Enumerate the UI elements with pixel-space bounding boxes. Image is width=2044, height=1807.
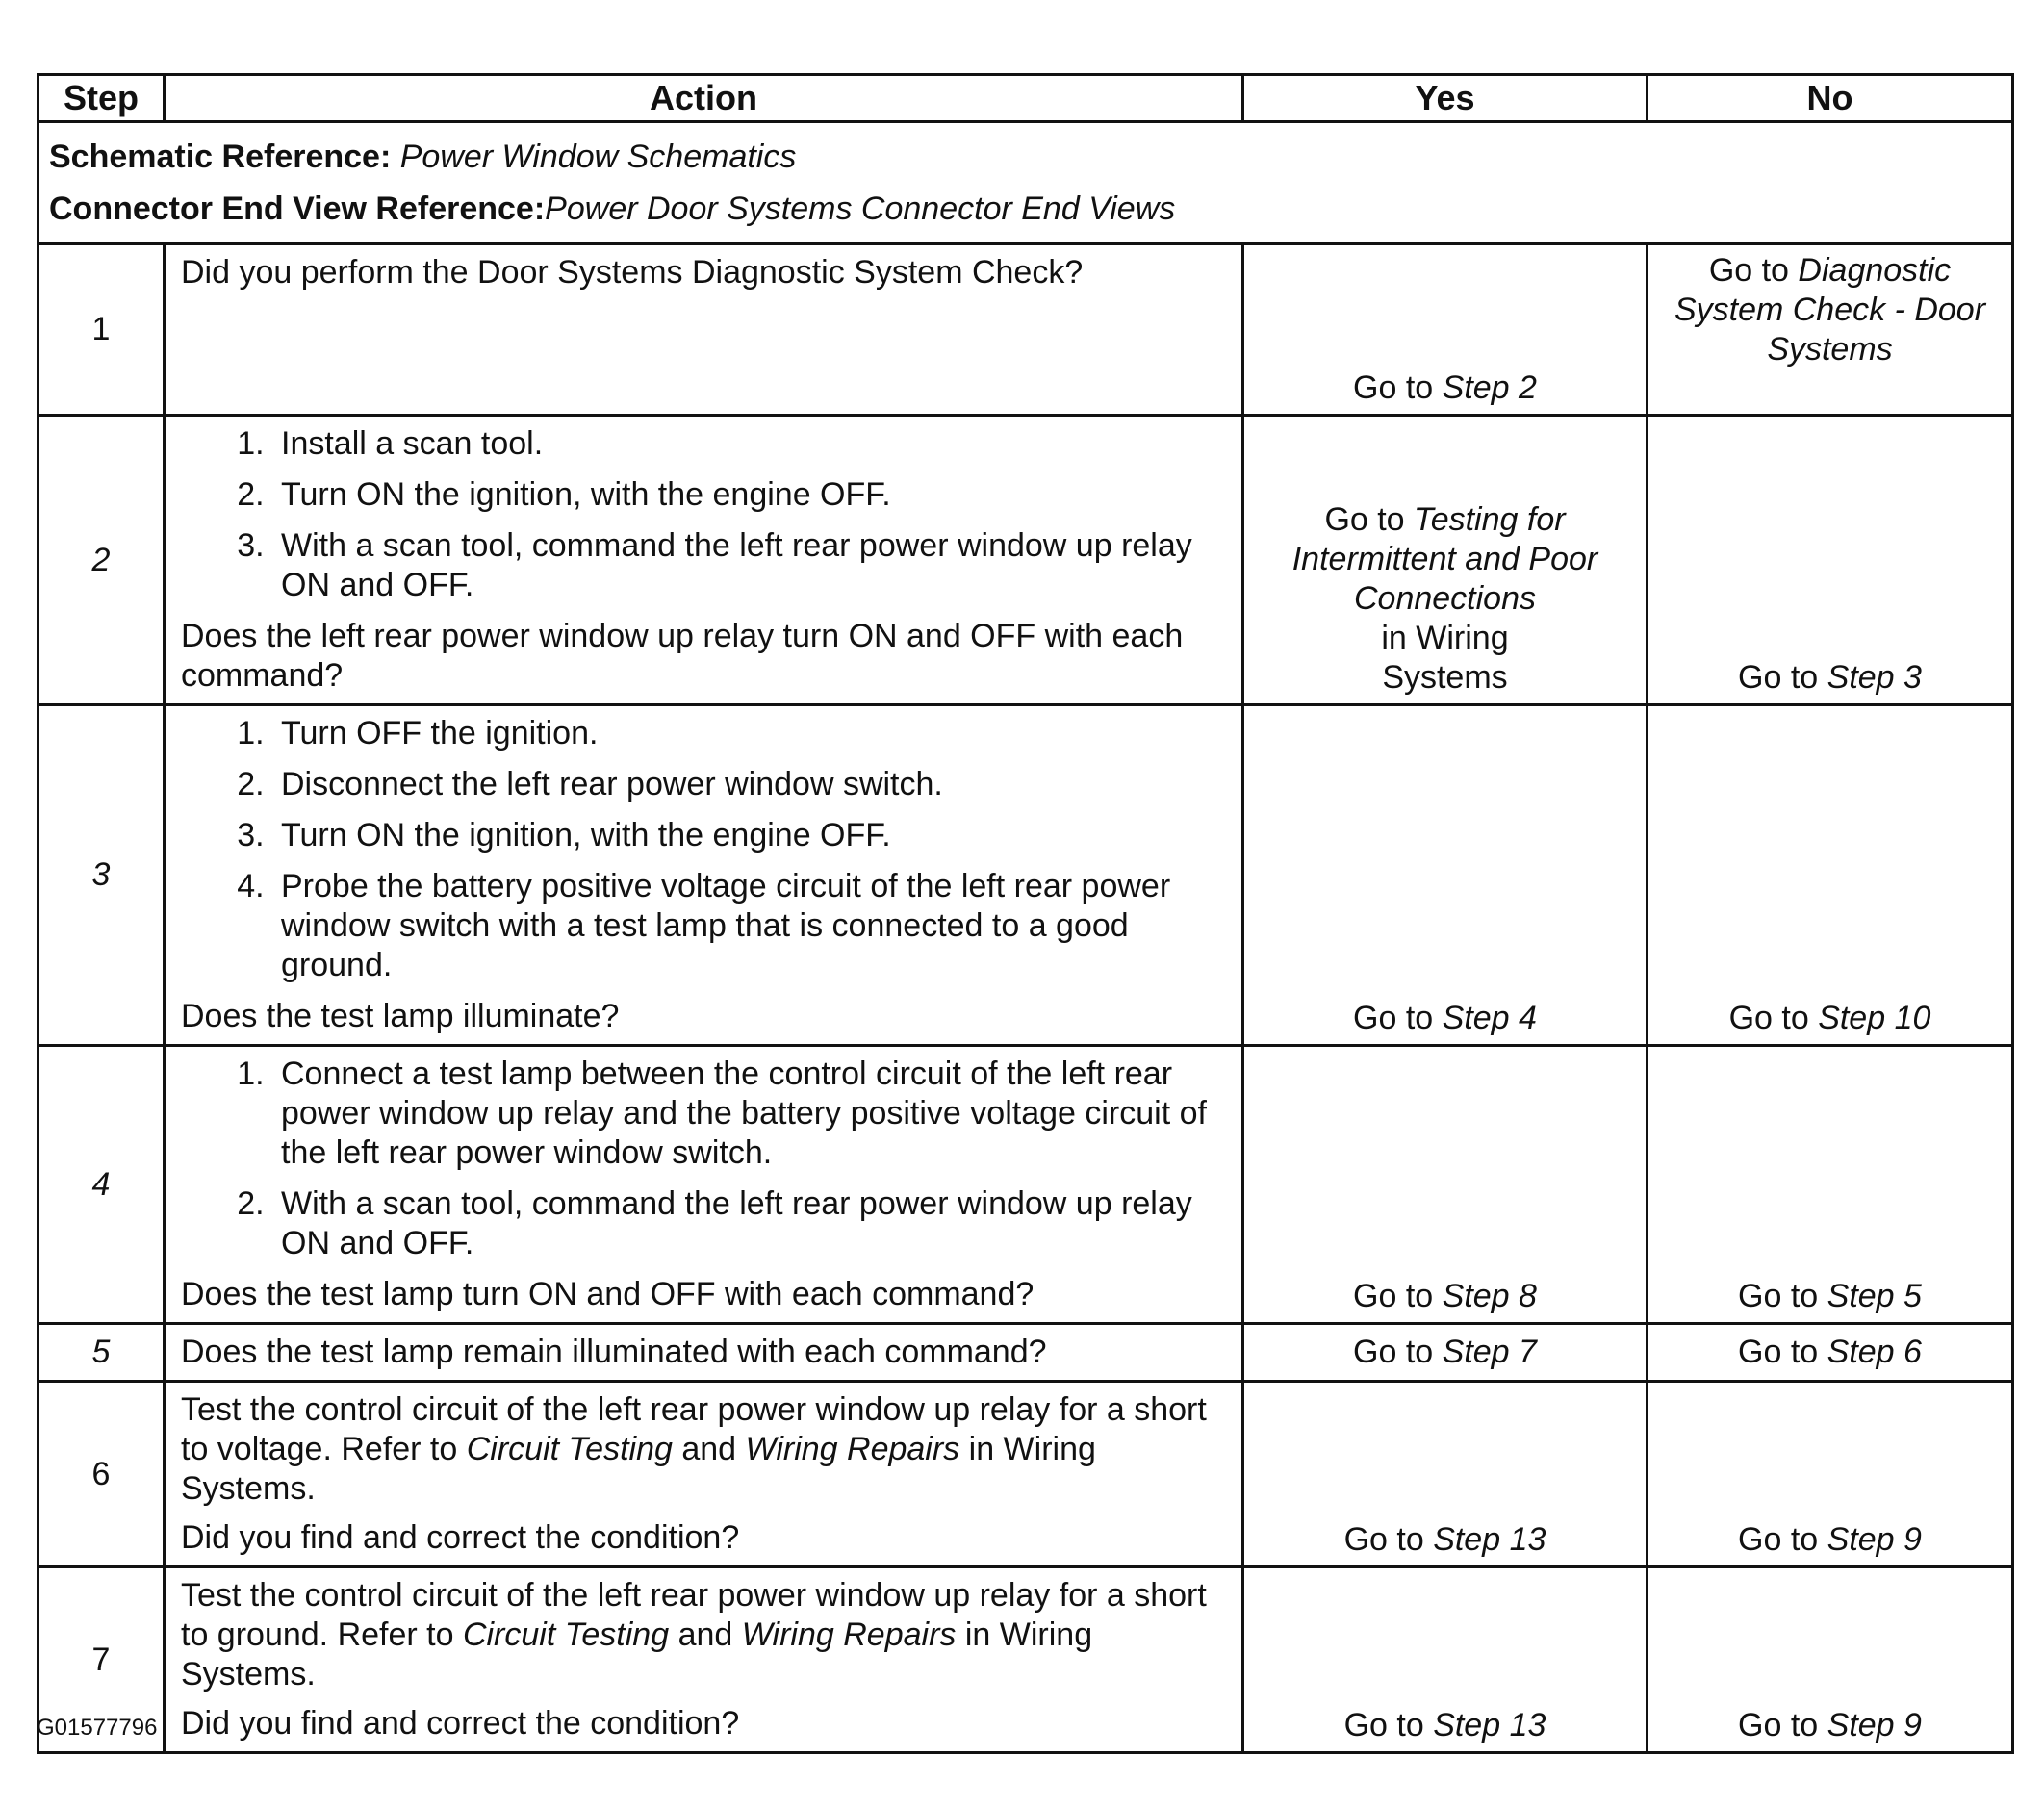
list-item: 3. Turn ON the ignition, with the engine OFF. (273, 816, 1226, 855)
step-number: 1 (38, 244, 165, 416)
yes-link[interactable]: Testing for (1414, 501, 1566, 538)
no-link[interactable]: Step 5 (1827, 1278, 1922, 1314)
wiring-repairs-link[interactable]: Wiring Repairs (741, 1616, 957, 1653)
list-item: 2. Disconnect the left rear power window switch. (273, 765, 1226, 804)
step-question: Does the test lamp illuminate? (181, 998, 620, 1034)
action-cell (165, 244, 1243, 416)
list-item: 4. Probe the battery positive voltage circuit of the left rear power window switch with a test lamp that is connected to a good ground. (273, 867, 1226, 985)
circuit-testing-link[interactable]: Circuit Testing (462, 1616, 670, 1653)
step-question: Does the test lamp turn ON and OFF with each command? (181, 1276, 1035, 1312)
no-link[interactable]: Diagnostic (1798, 252, 1952, 289)
step-number: 4 (38, 1046, 165, 1324)
step-instructions (181, 1055, 1226, 1263)
step-number: 3 (38, 705, 165, 1046)
no-cell: Go to Step 5 (1648, 1046, 2013, 1324)
step-question: Does the test lamp remain illuminated with each command? (181, 1334, 1047, 1370)
connector-reference-link[interactable]: Power Door Systems Connector End Views (545, 191, 1176, 227)
schematic-reference (49, 131, 2004, 183)
yes-cell: Go to Testing for Intermittent and Poor Connections in Wiring Systems (1243, 416, 1648, 705)
connector-reference-label: Connector End View Reference: (49, 191, 546, 227)
header-yes: Yes (1243, 75, 1648, 122)
diagnostic-table (37, 73, 2014, 1754)
step-instructions (181, 424, 1226, 605)
yes-link[interactable]: Step 13 (1433, 1521, 1546, 1558)
step-number: 2 (38, 416, 165, 705)
yes-cell: Go to Step 13 (1243, 1382, 1648, 1567)
header-row (38, 75, 2013, 122)
list-item: 2. Turn ON the ignition, with the engine OFF. (273, 475, 1226, 515)
step-number: 6 (38, 1382, 165, 1567)
yes-cell: Go to Step 2 (1243, 244, 1648, 416)
yes-cell: Go to Step 13 (1243, 1567, 1648, 1753)
list-item: 1. Connect a test lamp between the control circuit of the left rear power window up relay and the battery positive voltage circuit of the left rear power window switch. (273, 1055, 1226, 1173)
reference-cell (38, 122, 2013, 244)
no-link[interactable]: Step 10 (1818, 1000, 1931, 1036)
yes-link[interactable]: Step 8 (1442, 1278, 1537, 1314)
header-no: No (1648, 75, 2013, 122)
step-question: Did you find and correct the condition? (181, 1705, 740, 1742)
step-text: Test the control circuit of the left rear power window up relay for a short to ground. Refer to Circuit Testing and Wiring Repairs in Wiring Systems. (181, 1577, 1207, 1692)
table-row (38, 1046, 2013, 1324)
figure-id: G01577796 (37, 1715, 158, 1741)
table-row (38, 244, 2013, 416)
table-row (38, 1567, 2013, 1753)
yes-cell: Go to Step 7 (1243, 1324, 1648, 1382)
step-question: Does the left rear power window up relay turn ON and OFF with each command? (181, 618, 1184, 694)
step-number: 5 (38, 1324, 165, 1382)
yes-cell: Go to Step 4 (1243, 705, 1648, 1046)
table-row (38, 705, 2013, 1046)
list-item: 2. With a scan tool, command the left rear power window up relay ON and OFF. (273, 1184, 1226, 1263)
no-cell: Go to Step 10 (1648, 705, 2013, 1046)
yes-link[interactable]: Step 13 (1433, 1707, 1546, 1743)
action-cell (165, 1324, 1243, 1382)
no-link[interactable]: Step 3 (1827, 659, 1922, 696)
reference-row (38, 122, 2013, 244)
yes-link[interactable]: Step 7 (1442, 1334, 1537, 1370)
schematic-reference-link[interactable]: Power Window Schematics (399, 139, 797, 175)
action-cell (165, 705, 1243, 1046)
step-instructions (181, 714, 1226, 985)
no-link[interactable]: Step 9 (1827, 1707, 1922, 1743)
yes-cell: Go to Step 8 (1243, 1046, 1648, 1324)
action-cell (165, 1046, 1243, 1324)
schematic-reference-label: Schematic Reference: (49, 139, 392, 175)
header-action: Action (165, 75, 1243, 122)
action-cell (165, 1382, 1243, 1567)
no-cell: Go to Step 9 (1648, 1567, 2013, 1753)
no-cell: Go to Diagnostic System Check - Door Systems (1648, 244, 2013, 416)
no-cell: Go to Step 9 (1648, 1382, 2013, 1567)
no-cell: Go to Step 6 (1648, 1324, 2013, 1382)
list-item: 1. Install a scan tool. (273, 424, 1226, 464)
table-row (38, 1382, 2013, 1567)
no-link[interactable]: Step 9 (1827, 1521, 1922, 1558)
step-text: Test the control circuit of the left rear power window up relay for a short to voltage. Refer to Circuit Testing and Wiring Repairs in Wiring Systems. (181, 1391, 1207, 1507)
list-item: 1. Turn OFF the ignition. (273, 714, 1226, 753)
header-step: Step (38, 75, 165, 122)
table-row (38, 1324, 2013, 1382)
circuit-testing-link[interactable]: Circuit Testing (466, 1431, 673, 1467)
list-item: 3. With a scan tool, command the left rear power window up relay ON and OFF. (273, 526, 1226, 605)
step-question: Did you perform the Door Systems Diagnostic System Check? (181, 254, 1084, 291)
connector-reference (49, 183, 2004, 235)
action-cell (165, 1567, 1243, 1753)
no-link[interactable]: Step 6 (1827, 1334, 1922, 1370)
action-cell (165, 416, 1243, 705)
yes-link[interactable]: Step 4 (1442, 1000, 1537, 1036)
table-row (38, 416, 2013, 705)
no-cell: Go to Step 3 (1648, 416, 2013, 705)
step-number: 7 (38, 1567, 165, 1753)
wiring-repairs-link[interactable]: Wiring Repairs (745, 1431, 960, 1467)
step-question: Did you find and correct the condition? (181, 1519, 740, 1556)
yes-link[interactable]: Step 2 (1442, 369, 1537, 406)
